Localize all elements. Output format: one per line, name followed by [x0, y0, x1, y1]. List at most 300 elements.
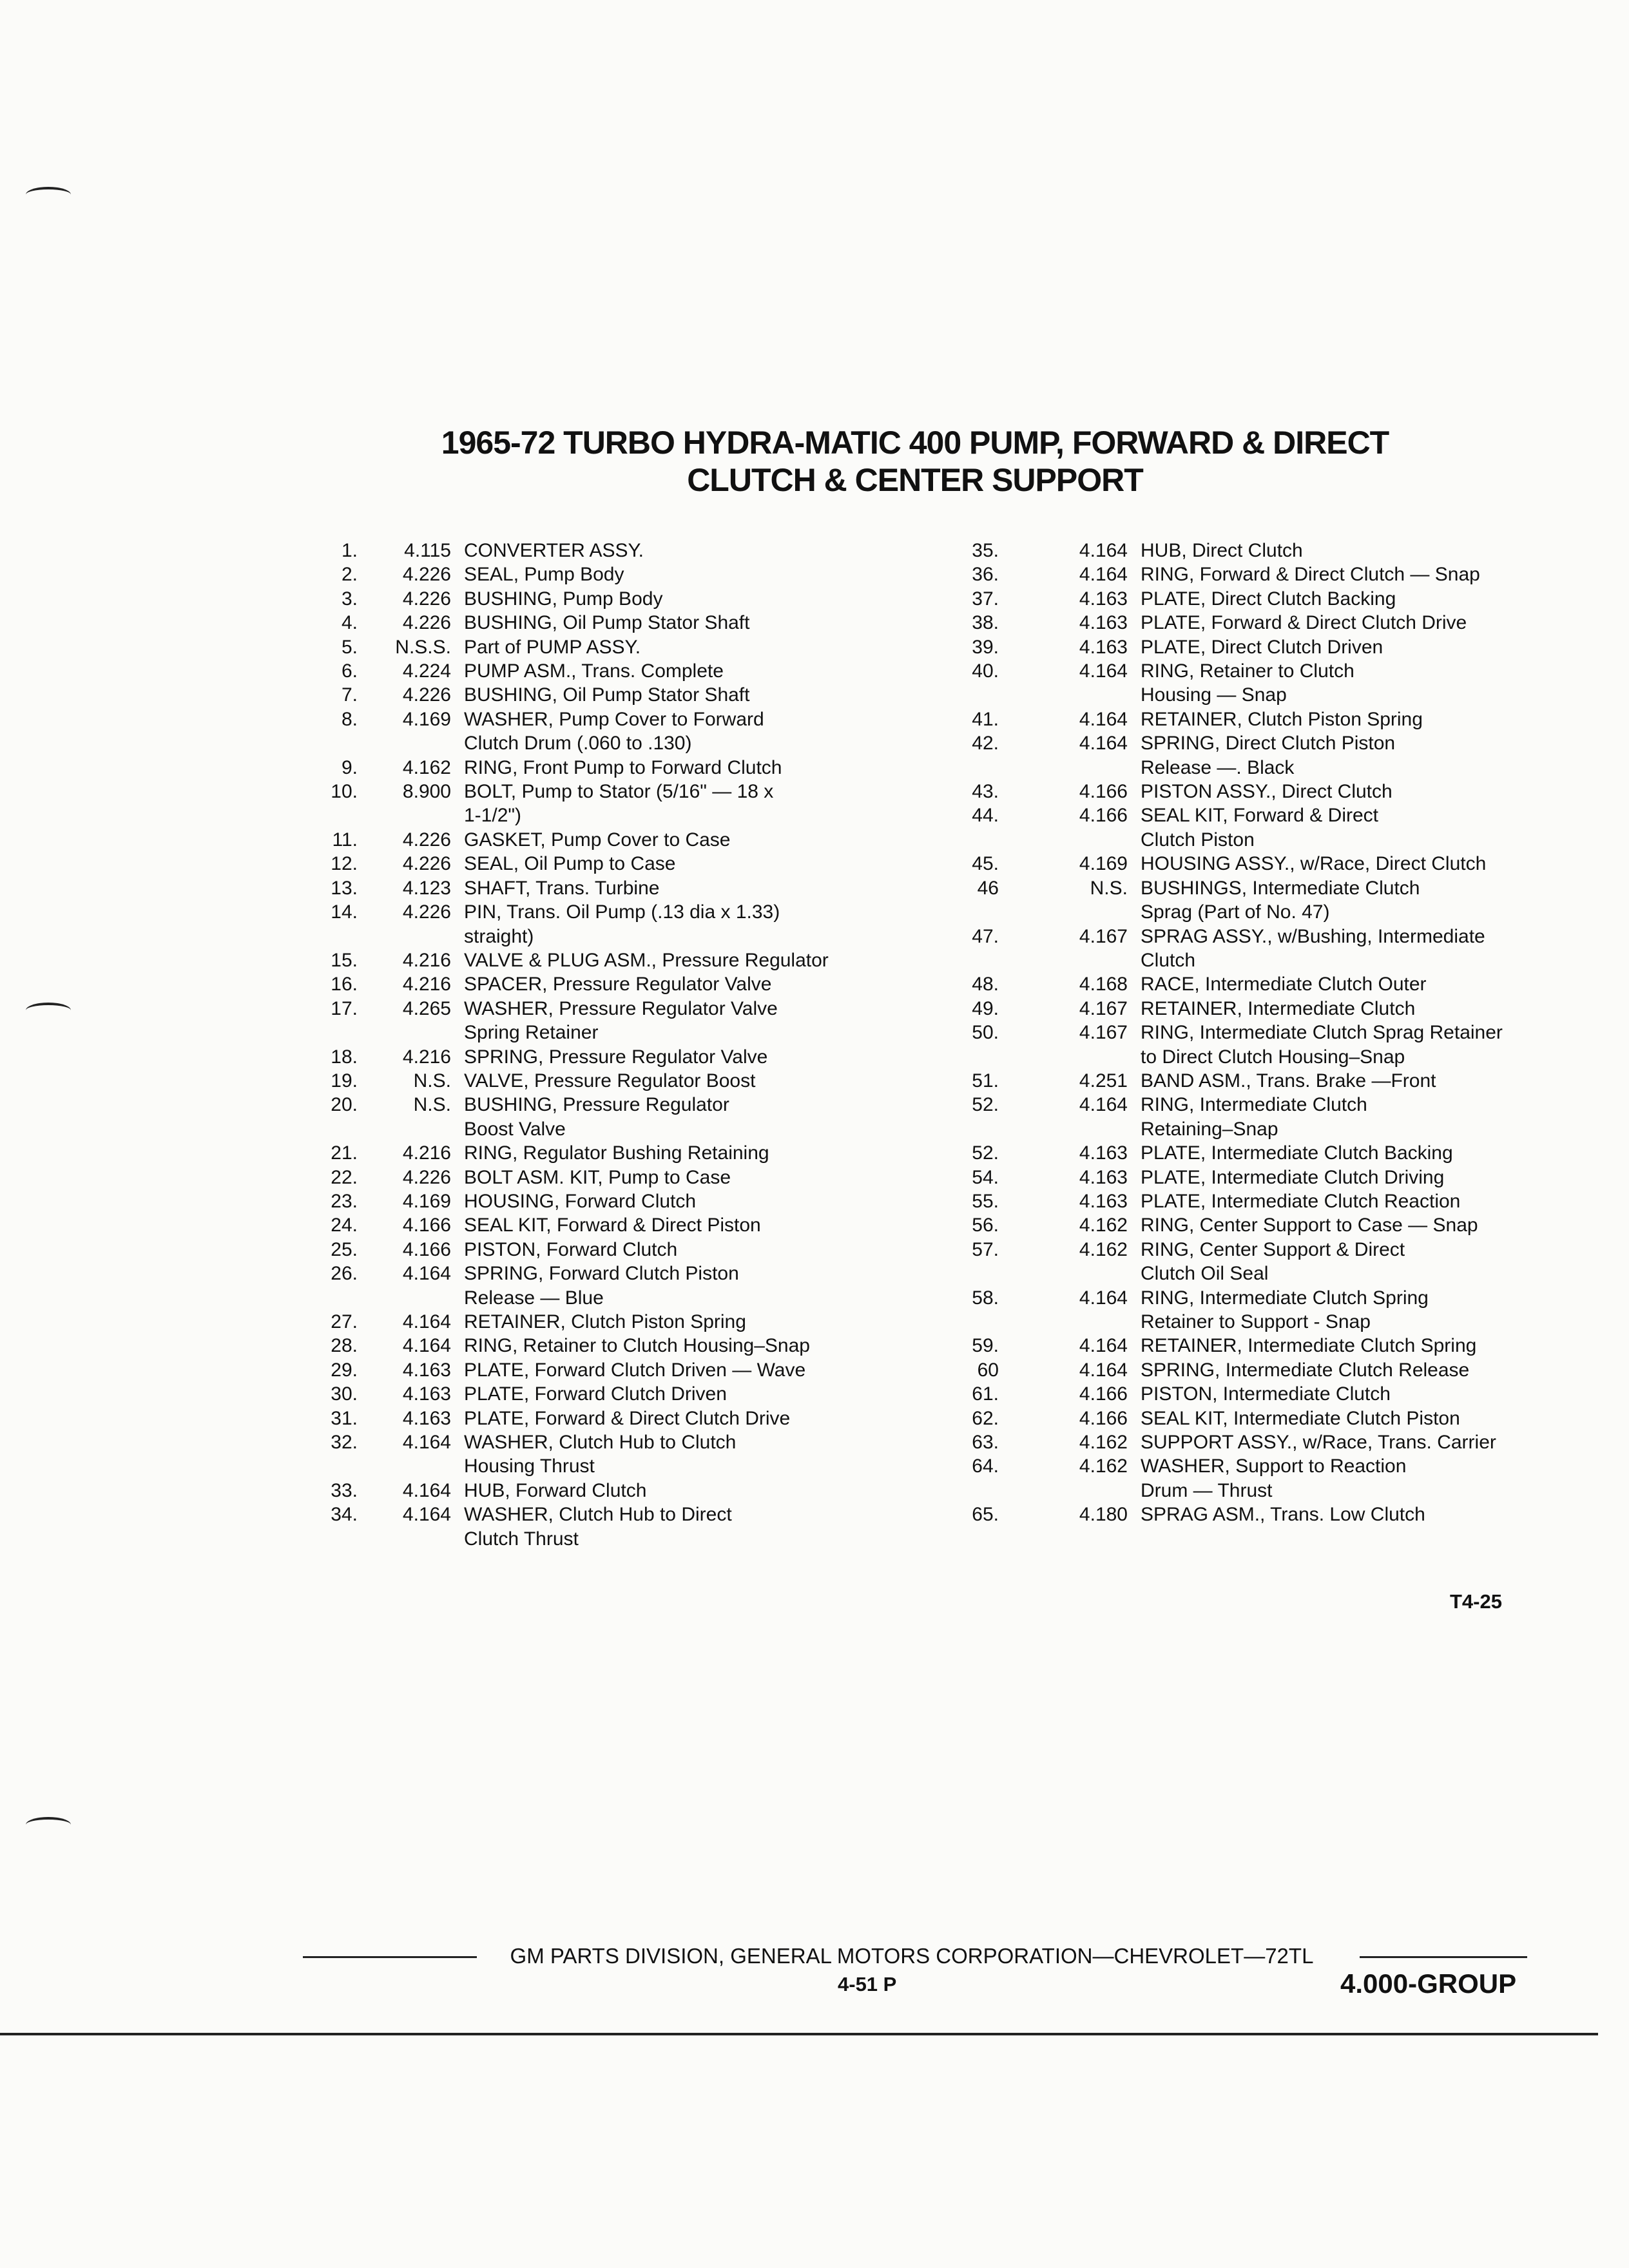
part-description: RETAINER, Clutch Piston Spring	[464, 1311, 746, 1332]
part-group-code: 4.251	[1079, 1070, 1128, 1091]
part-description: to Direct Clutch Housing–Snap	[1141, 1046, 1405, 1068]
part-number: 7.	[341, 684, 358, 706]
part-group-code: 4.216	[402, 1046, 451, 1068]
part-number: 21.	[331, 1142, 358, 1164]
part-item-continuation	[303, 1286, 954, 1310]
part-group-code	[358, 803, 451, 827]
part-number	[303, 1454, 358, 1478]
part-description: Retaining–Snap	[1141, 1118, 1278, 1140]
part-description: SPRAG ASM., Trans. Low Clutch	[1141, 1504, 1425, 1526]
part-group-code: 4.163	[402, 1383, 451, 1405]
part-number: 51.	[972, 1070, 999, 1091]
part-item	[947, 1358, 1585, 1382]
part-item	[947, 972, 1585, 996]
part-group-code: 4.166	[402, 1238, 451, 1260]
part-description: PIN, Trans. Oil Pump (.13 dia x 1.33)	[464, 901, 780, 923]
part-number: 59.	[972, 1335, 999, 1357]
part-item	[947, 1069, 1585, 1093]
part-number: 27.	[331, 1311, 358, 1332]
part-group-code: 4.163	[1079, 612, 1128, 634]
part-group-code	[358, 1117, 451, 1141]
part-description: WASHER, Pump Cover to Forward	[464, 708, 764, 730]
part-number: 11.	[332, 829, 358, 850]
part-group-code: 4.168	[1079, 974, 1128, 995]
part-item	[303, 1166, 954, 1189]
part-description: SPRING, Direct Clutch Piston	[1141, 733, 1396, 754]
part-item	[947, 1141, 1585, 1165]
part-number	[947, 1310, 999, 1334]
part-group-code: 4.166	[1079, 805, 1128, 827]
part-description: Clutch Oil Seal	[1141, 1263, 1269, 1285]
part-group-code: 4.164	[402, 1432, 451, 1454]
part-item-continuation	[947, 1310, 1585, 1334]
part-item	[303, 1334, 954, 1358]
figure-reference: T4-25	[1450, 1590, 1502, 1613]
part-number	[947, 683, 999, 707]
part-group-code: 4.180	[1079, 1504, 1128, 1526]
part-number: 41.	[972, 708, 999, 730]
part-description: WASHER, Clutch Hub to Direct	[464, 1504, 732, 1526]
part-number: 30.	[331, 1383, 358, 1405]
part-description: straight)	[464, 925, 534, 947]
part-group-code: 4.162	[1079, 1215, 1128, 1236]
part-item	[947, 659, 1585, 683]
part-group-code	[999, 828, 1128, 852]
part-description: SPRING, Pressure Regulator Valve	[464, 1046, 768, 1068]
part-group-code: 4.226	[402, 564, 451, 586]
part-item	[303, 611, 954, 635]
part-number	[947, 1479, 999, 1503]
part-group-code: 4.216	[402, 949, 451, 971]
part-item	[303, 539, 954, 562]
part-number	[947, 1262, 999, 1285]
part-group-code: 4.163	[1079, 588, 1128, 610]
part-item	[947, 707, 1585, 731]
part-description: GASKET, Pump Cover to Case	[464, 829, 731, 850]
part-item	[947, 1454, 1585, 1478]
part-number: 43.	[972, 781, 999, 803]
part-number	[303, 1117, 358, 1141]
part-group-code: 4.164	[402, 1479, 451, 1501]
part-description: PLATE, Forward Clutch Driven — Wave	[464, 1359, 806, 1381]
part-group-code: 4.164	[1079, 1287, 1128, 1309]
part-number: 26.	[331, 1263, 358, 1285]
scan-mark-middle	[26, 1003, 71, 1018]
part-description: HOUSING ASSY., w/Race, Direct Clutch	[1141, 853, 1487, 875]
part-item	[303, 1262, 954, 1285]
footer-rule-left	[303, 1956, 477, 1958]
part-item	[303, 635, 954, 659]
part-description: Release — Blue	[464, 1287, 604, 1309]
part-group-code: N.S.	[413, 1094, 451, 1116]
part-item	[303, 683, 954, 707]
part-item	[303, 1069, 954, 1093]
part-item	[303, 1189, 954, 1213]
part-item	[303, 876, 954, 900]
part-description: SPACER, Pressure Regulator Valve	[464, 974, 772, 995]
part-group-code: 4.163	[1079, 1166, 1128, 1188]
part-description: RING, Retainer to Clutch	[1141, 660, 1354, 682]
part-number: 17.	[331, 997, 358, 1019]
part-group-code	[358, 925, 451, 948]
part-number: 56.	[972, 1215, 999, 1236]
part-number	[303, 803, 358, 827]
part-number: 31.	[331, 1407, 358, 1429]
part-description: PLATE, Forward Clutch Driven	[464, 1383, 727, 1405]
part-number	[303, 731, 358, 755]
part-number: 50.	[972, 1022, 999, 1044]
bottom-rule	[0, 2033, 1598, 2035]
part-item	[303, 828, 954, 852]
part-item	[303, 1407, 954, 1430]
part-description: RETAINER, Intermediate Clutch Spring	[1141, 1335, 1477, 1357]
part-description: Sprag (Part of No. 47)	[1141, 901, 1330, 923]
part-number: 13.	[331, 877, 358, 899]
part-item	[303, 587, 954, 611]
part-group-code: 4.226	[402, 612, 451, 634]
part-group-code: 4.163	[1079, 636, 1128, 658]
part-group-code: 4.166	[1079, 781, 1128, 803]
part-number	[947, 828, 999, 852]
part-description: BUSHING, Pressure Regulator	[464, 1094, 729, 1116]
part-number: 37.	[972, 588, 999, 610]
part-number: 57.	[972, 1238, 999, 1260]
part-number: 29.	[331, 1359, 358, 1381]
part-item	[303, 1213, 954, 1237]
part-description: SEAL, Oil Pump to Case	[464, 853, 676, 875]
part-group-code: 4.166	[1079, 1383, 1128, 1405]
part-description: SEAL KIT, Intermediate Clutch Piston	[1141, 1407, 1460, 1429]
part-description: PLATE, Forward & Direct Clutch Drive	[1141, 612, 1467, 634]
part-description: PISTON, Intermediate Clutch	[1141, 1383, 1391, 1405]
part-group-code: 4.162	[402, 756, 451, 778]
part-number: 47.	[972, 925, 999, 947]
part-number	[947, 1045, 999, 1069]
part-description: RING, Forward & Direct Clutch — Snap	[1141, 564, 1480, 586]
part-group-code	[358, 1021, 451, 1044]
part-number	[303, 1286, 358, 1310]
part-group-code: 4.265	[402, 997, 451, 1019]
part-group-code: 4.166	[402, 1215, 451, 1236]
part-group-code: 4.163	[1079, 1142, 1128, 1164]
part-group-code: 4.164	[1079, 540, 1128, 561]
part-number: 22.	[331, 1166, 358, 1188]
part-item	[303, 659, 954, 683]
part-number: 38.	[972, 612, 999, 634]
part-number: 32.	[331, 1432, 358, 1454]
part-number: 46	[977, 877, 999, 899]
part-number: 58.	[972, 1287, 999, 1309]
part-group-code: 4.226	[402, 1166, 451, 1188]
part-number	[947, 756, 999, 780]
part-group-code: 4.164	[1079, 1359, 1128, 1381]
part-group-code: 4.167	[1079, 925, 1128, 947]
part-description: Housing — Snap	[1141, 684, 1287, 706]
part-item	[303, 1093, 954, 1117]
part-number: 25.	[331, 1238, 358, 1260]
footer-rule-right	[1360, 1956, 1527, 1958]
part-description: BUSHING, Oil Pump Stator Shaft	[464, 684, 750, 706]
part-description: RING, Center Support & Direct	[1141, 1238, 1405, 1260]
part-number: 20.	[331, 1094, 358, 1116]
part-item	[303, 780, 954, 803]
part-number: 44.	[972, 805, 999, 827]
part-group-code	[999, 948, 1128, 972]
part-group-code: 4.216	[402, 974, 451, 995]
part-description: WASHER, Support to Reaction	[1141, 1456, 1407, 1477]
part-item-continuation	[947, 1045, 1585, 1069]
part-description: BUSHINGS, Intermediate Clutch	[1141, 877, 1420, 899]
part-description: VALVE, Pressure Regulator Boost	[464, 1070, 756, 1091]
part-number: 6.	[341, 660, 358, 682]
part-group-code: 4.226	[402, 901, 451, 923]
part-group-code	[999, 1310, 1128, 1334]
part-item-continuation	[947, 756, 1585, 780]
part-number: 8.	[341, 708, 358, 730]
part-number: 39.	[972, 636, 999, 658]
part-item	[947, 587, 1585, 611]
part-group-code: 4.226	[402, 588, 451, 610]
part-number: 9.	[341, 756, 358, 778]
part-group-code: 4.115	[404, 540, 451, 561]
part-group-code: 4.169	[402, 1190, 451, 1212]
group-number: 4.000-GROUP	[1340, 1968, 1517, 1999]
part-description: Clutch	[1141, 949, 1196, 971]
part-description: RING, Intermediate Clutch	[1141, 1094, 1367, 1116]
part-item	[947, 803, 1585, 827]
parts-list-right	[947, 539, 1585, 1527]
part-description: RING, Regulator Bushing Retaining	[464, 1142, 769, 1164]
part-description: Drum — Thrust	[1141, 1479, 1273, 1501]
part-description: Part of PUMP ASSY.	[464, 636, 641, 658]
part-description: SPRING, Intermediate Clutch Release	[1141, 1359, 1470, 1381]
part-description: HOUSING, Forward Clutch	[464, 1190, 697, 1212]
part-group-code: 4.169	[1079, 853, 1128, 875]
part-group-code: 4.164	[1079, 733, 1128, 754]
part-item	[947, 925, 1585, 948]
part-item	[947, 1430, 1585, 1454]
part-item	[947, 611, 1585, 635]
part-item-continuation	[303, 1117, 954, 1141]
part-description: HUB, Direct Clutch	[1141, 540, 1303, 561]
part-description: RING, Retainer to Clutch Housing–Snap	[464, 1335, 810, 1357]
part-number: 35.	[972, 540, 999, 561]
part-number: 15.	[331, 949, 358, 971]
part-number: 40.	[972, 660, 999, 682]
part-group-code	[999, 900, 1128, 924]
part-group-code: 4.164	[1079, 564, 1128, 586]
part-group-code: 4.164	[402, 1263, 451, 1285]
part-item-continuation	[947, 948, 1585, 972]
part-item	[303, 1479, 954, 1503]
part-description: SUPPORT ASSY., w/Race, Trans. Carrier	[1141, 1432, 1496, 1454]
part-item-continuation	[947, 683, 1585, 707]
part-group-code: 4.226	[402, 829, 451, 850]
part-description: SPRING, Forward Clutch Piston	[464, 1263, 739, 1285]
part-description: Release —. Black	[1141, 756, 1295, 778]
part-number	[303, 925, 358, 948]
part-group-code: 4.162	[1079, 1238, 1128, 1260]
part-group-code	[999, 1262, 1128, 1285]
part-item	[303, 997, 954, 1021]
part-group-code: N.S.S.	[395, 636, 451, 658]
part-number: 18.	[331, 1046, 358, 1068]
part-group-code: 4.226	[402, 853, 451, 875]
part-item	[303, 948, 954, 972]
part-number: 1.	[341, 540, 358, 561]
part-number: 42.	[972, 733, 999, 754]
part-item	[303, 756, 954, 780]
part-item	[947, 1189, 1585, 1213]
part-group-code	[358, 1454, 451, 1478]
part-description: SPRAG ASSY., w/Bushing, Intermediate	[1141, 925, 1485, 947]
part-group-code: 4.167	[1079, 1022, 1128, 1044]
part-group-code: 4.162	[1079, 1456, 1128, 1477]
part-item	[947, 731, 1585, 755]
part-group-code	[999, 1479, 1128, 1503]
page-title	[412, 424, 1418, 499]
part-group-code: 4.164	[1079, 660, 1128, 682]
part-description: PISTON ASSY., Direct Clutch	[1141, 781, 1393, 803]
part-number: 52.	[972, 1142, 999, 1164]
part-group-code: 4.164	[402, 1335, 451, 1357]
part-description: Boost Valve	[464, 1118, 566, 1140]
part-group-code: 4.164	[1079, 1335, 1128, 1357]
page-number: 4-51 P	[838, 1973, 897, 1995]
part-description: PUMP ASM., Trans. Complete	[464, 660, 724, 682]
part-description: RING, Center Support to Case — Snap	[1141, 1215, 1478, 1236]
part-number: 24.	[331, 1215, 358, 1236]
part-item	[303, 900, 954, 924]
part-item-continuation	[303, 1021, 954, 1044]
part-group-code: 4.169	[402, 708, 451, 730]
part-group-code	[358, 731, 451, 755]
part-description: HUB, Forward Clutch	[464, 1479, 647, 1501]
part-description: Clutch Piston	[1141, 829, 1255, 850]
part-description: PLATE, Forward & Direct Clutch Drive	[464, 1407, 791, 1429]
part-item	[947, 876, 1585, 900]
part-item-continuation	[303, 925, 954, 948]
part-description: SEAL, Pump Body	[464, 564, 624, 586]
part-item	[947, 780, 1585, 803]
part-item-continuation	[303, 1527, 954, 1551]
part-item-continuation	[947, 1117, 1585, 1141]
part-description: PLATE, Intermediate Clutch Driving	[1141, 1166, 1445, 1188]
part-item-continuation	[947, 828, 1585, 852]
part-group-code: 4.216	[402, 1142, 451, 1164]
part-item	[947, 1334, 1585, 1358]
part-number: 36.	[972, 564, 999, 586]
part-group-code: 4.166	[1079, 1407, 1128, 1429]
part-item-continuation	[303, 1454, 954, 1478]
part-number: 12.	[331, 853, 358, 875]
part-number	[947, 948, 999, 972]
part-item-continuation	[947, 900, 1585, 924]
part-description: PLATE, Intermediate Clutch Reaction	[1141, 1190, 1461, 1212]
scan-mark-top	[26, 187, 71, 202]
part-item	[303, 1358, 954, 1382]
part-number: 61.	[972, 1383, 999, 1405]
part-group-code: N.S.	[413, 1070, 451, 1091]
part-item	[947, 1503, 1585, 1526]
part-number: 52.	[972, 1094, 999, 1116]
part-item	[303, 1310, 954, 1334]
part-group-code: 4.163	[402, 1407, 451, 1429]
part-group-code: 4.164	[402, 1504, 451, 1526]
part-number: 19.	[331, 1070, 358, 1091]
part-description: BOLT, Pump to Stator (5/16" — 18 x	[464, 781, 774, 803]
part-description: PISTON, Forward Clutch	[464, 1238, 678, 1260]
part-item	[947, 539, 1585, 562]
part-group-code: 8.900	[402, 781, 451, 803]
part-item	[947, 1021, 1585, 1044]
part-number: 10.	[331, 781, 358, 803]
part-number: 34.	[331, 1504, 358, 1526]
part-item	[947, 852, 1585, 876]
part-description: Retainer to Support - Snap	[1141, 1311, 1371, 1332]
part-description: RACE, Intermediate Clutch Outer	[1141, 974, 1427, 995]
part-description: RING, Intermediate Clutch Spring	[1141, 1287, 1429, 1309]
part-number: 45.	[972, 853, 999, 875]
part-number: 16.	[331, 974, 358, 995]
part-group-code	[358, 1527, 451, 1551]
part-number: 23.	[331, 1190, 358, 1212]
part-description: WASHER, Pressure Regulator Valve	[464, 997, 778, 1019]
part-description: SEAL KIT, Forward & Direct	[1141, 805, 1378, 827]
part-group-code: 4.163	[1079, 1190, 1128, 1212]
part-number: 64.	[972, 1456, 999, 1477]
part-number: 63.	[972, 1432, 999, 1454]
part-description: Clutch Drum (.060 to .130)	[464, 733, 692, 754]
part-description: PLATE, Direct Clutch Backing	[1141, 588, 1396, 610]
part-description: PLATE, Intermediate Clutch Backing	[1141, 1142, 1453, 1164]
title-line-2: CLUTCH & CENTER SUPPORT	[687, 462, 1143, 498]
part-item	[947, 1382, 1585, 1406]
part-group-code: 4.163	[402, 1359, 451, 1381]
part-group-code: N.S.	[1090, 877, 1128, 899]
part-item	[947, 1213, 1585, 1237]
part-description: SEAL KIT, Forward & Direct Piston	[464, 1215, 761, 1236]
part-item	[947, 1286, 1585, 1310]
part-item	[303, 1141, 954, 1165]
part-number: 62.	[972, 1407, 999, 1429]
part-description: RETAINER, Clutch Piston Spring	[1141, 708, 1423, 730]
part-group-code	[999, 1117, 1128, 1141]
parts-list-left	[303, 539, 954, 1551]
part-item	[303, 1430, 954, 1454]
part-number: 49.	[972, 997, 999, 1019]
part-number: 2.	[341, 564, 358, 586]
part-description: CONVERTER ASSY.	[464, 540, 644, 561]
part-description: PLATE, Direct Clutch Driven	[1141, 636, 1383, 658]
part-number: 54.	[972, 1166, 999, 1188]
part-description: WASHER, Clutch Hub to Clutch	[464, 1432, 737, 1454]
part-number: 14.	[331, 901, 358, 923]
part-number	[947, 900, 999, 924]
part-item	[303, 562, 954, 586]
part-description: RING, Front Pump to Forward Clutch	[464, 756, 782, 778]
part-number: 28.	[331, 1335, 358, 1357]
part-item	[303, 1045, 954, 1069]
part-group-code: 4.162	[1079, 1432, 1128, 1454]
part-number	[303, 1021, 358, 1044]
part-description: Housing Thrust	[464, 1456, 595, 1477]
part-description: 1-1/2")	[464, 805, 522, 827]
part-group-code	[999, 756, 1128, 780]
part-item	[303, 1382, 954, 1406]
part-number: 5.	[341, 636, 358, 658]
part-item-continuation	[303, 803, 954, 827]
